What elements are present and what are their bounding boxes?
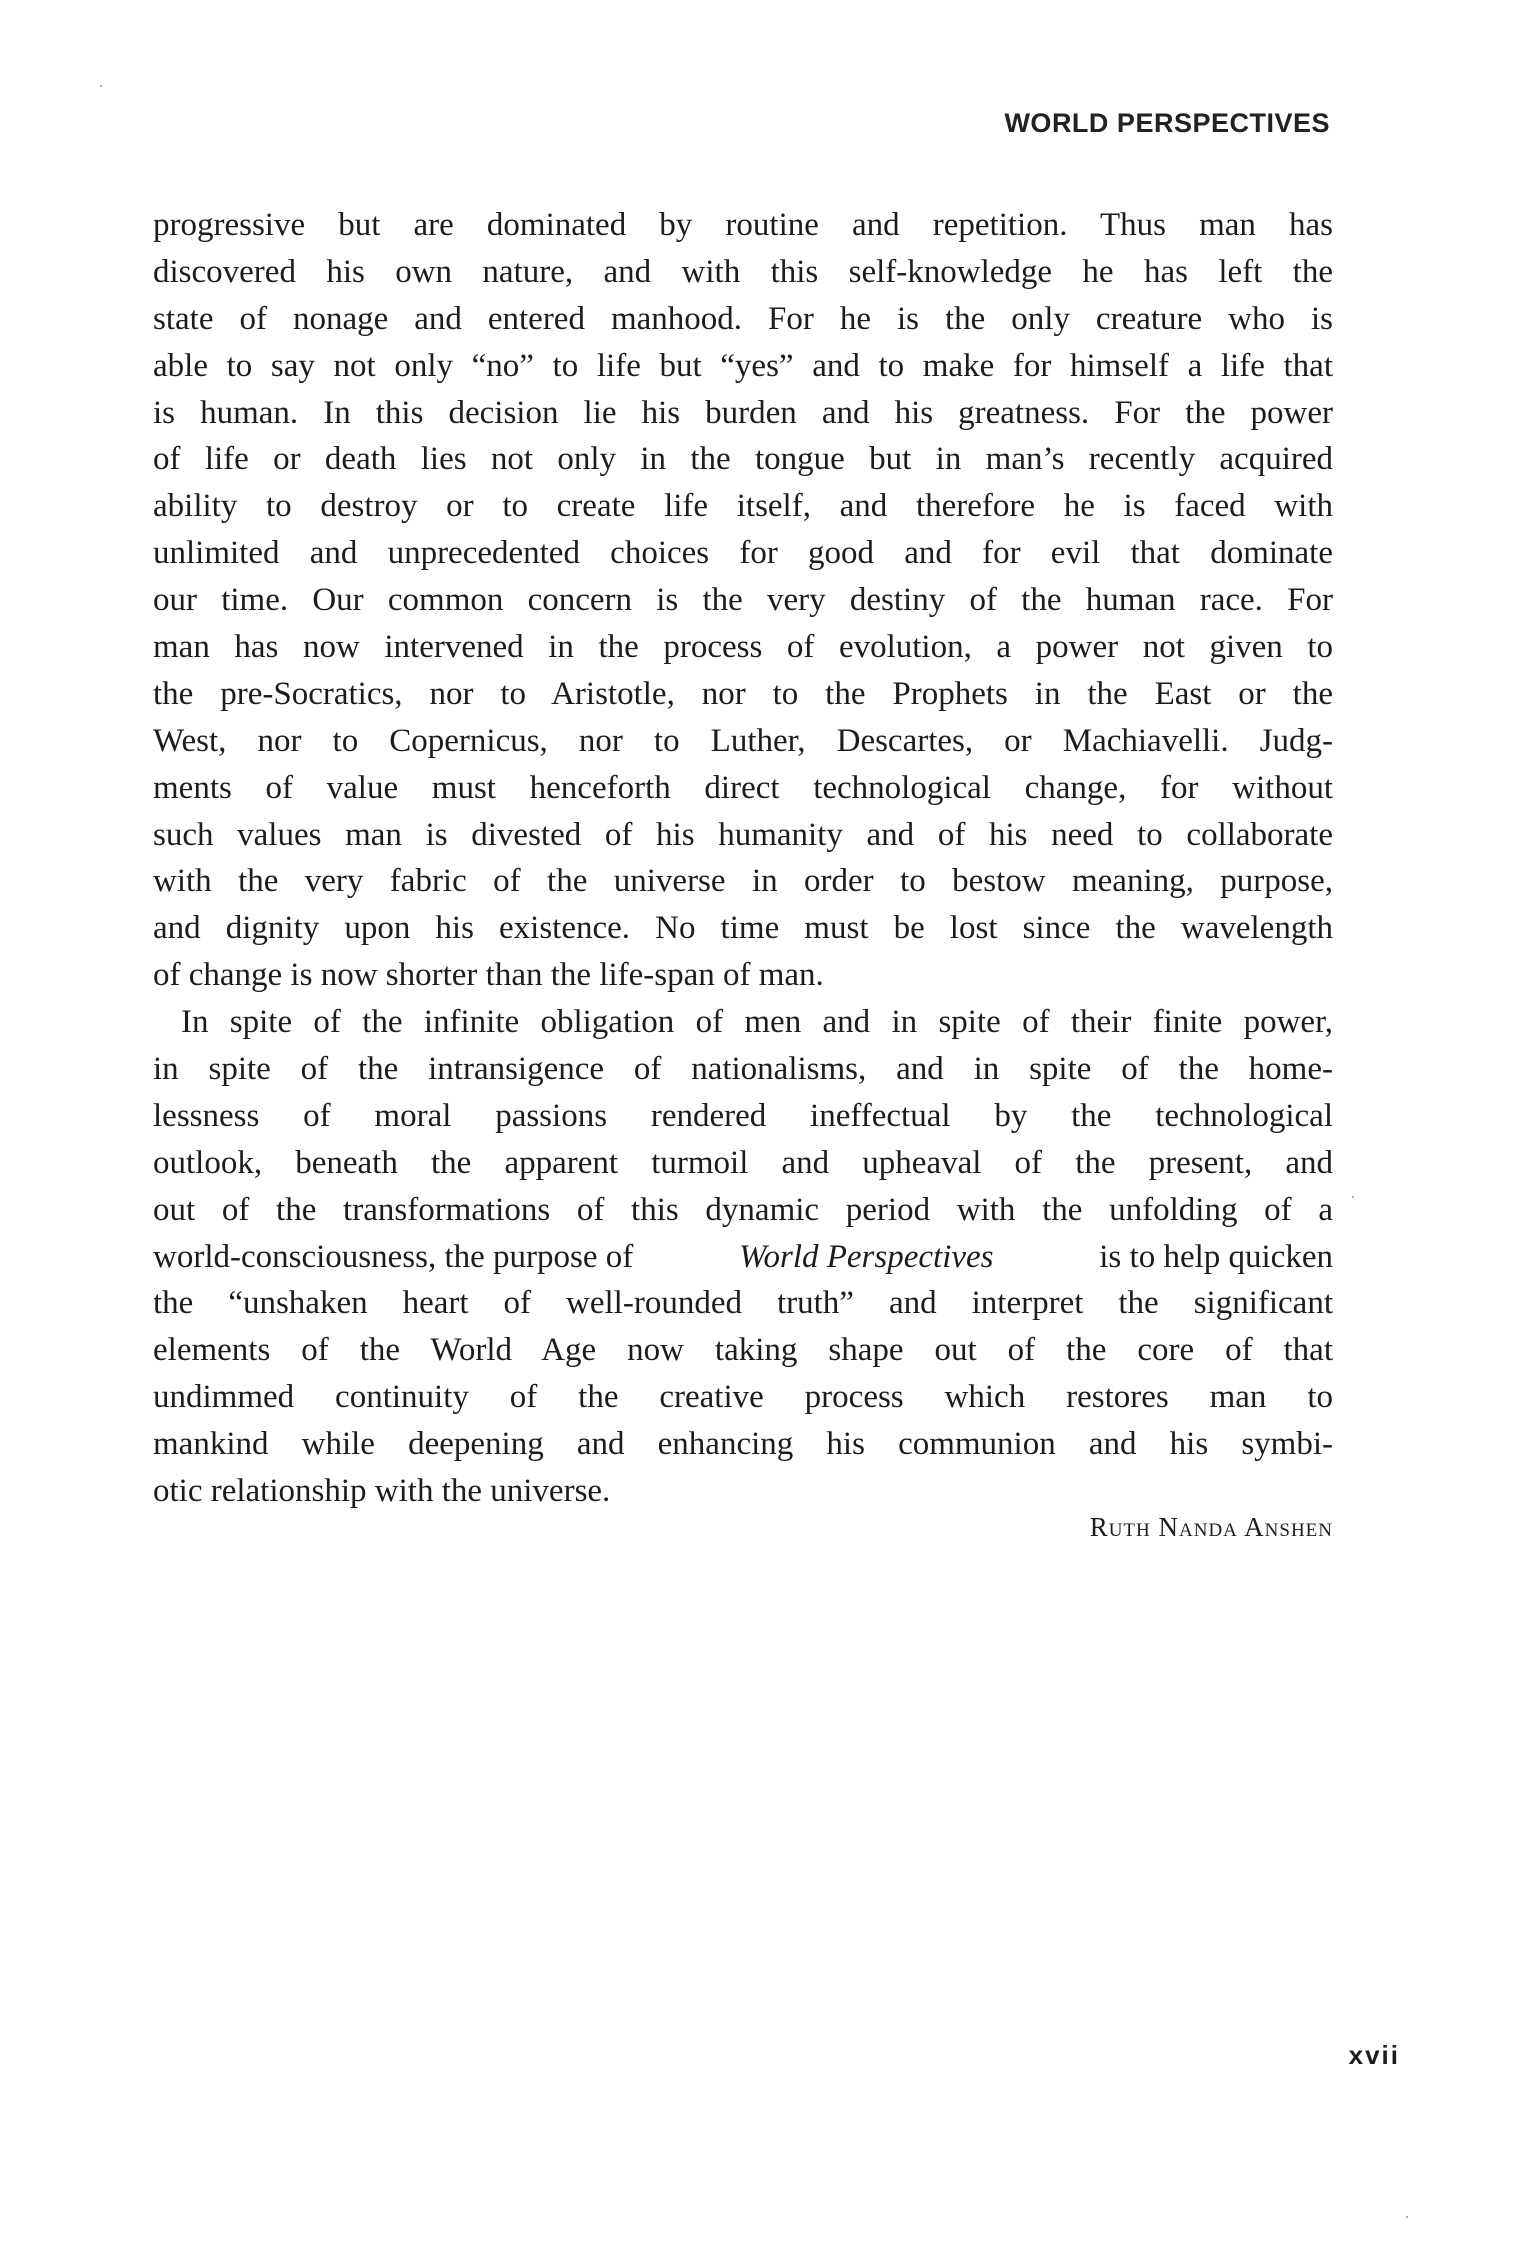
text-line: state of nonage and entered manhood. For he is the only creature who is [153, 300, 1333, 337]
text-line: the “unshaken heart of well-rounded truth” and interpret the significant [153, 1285, 1333, 1322]
text-line: the pre-Socratics, nor to Aristotle, nor to the Prophets in the East or the [153, 675, 1333, 712]
text-line: man has now intervened in the process of evolution, a power not given to [153, 629, 1333, 666]
text-line: unlimited and unprecedented choices for good and for evil that dominate [153, 535, 1333, 572]
text-line: ments of value must henceforth direct technological change, for without [153, 769, 1333, 806]
text-line [153, 1234, 1333, 1281]
text-line: otic relationship with the universe. [153, 1473, 611, 1510]
paragraph-2 [153, 999, 1333, 1515]
text-line: progressive but are dominated by routine and repetition. Thus man has [153, 207, 1333, 243]
text-line: outlook, beneath the apparent turmoil and upheaval of the present, and [153, 1144, 1333, 1181]
scan-speck [100, 85, 102, 87]
text-line: able to say not only “no” to life but “yes” and to make for himself a life that [153, 347, 1333, 384]
scan-speck [1352, 1196, 1354, 1198]
text-line: in spite of the intransigence of nationalisms, and in spite of the home- [153, 1051, 1333, 1088]
text-line: with the very fabric of the universe in order to bestow meaning, purpose, [153, 863, 1333, 900]
text-line: mankind while deepening and enhancing his communion and his symbi- [153, 1426, 1333, 1463]
text-line: of life or death lies not only in the tongue but in man’s recently acquired [153, 441, 1333, 478]
text-line: undimmed continuity of the creative process which restores man to [153, 1379, 1333, 1416]
page-number: xvii [1348, 2040, 1400, 2070]
text-line: West, nor to Copernicus, nor to Luther, Descartes, or Machiavelli. Judg- [153, 722, 1333, 759]
scan-speck [1406, 2216, 1408, 2218]
text-line: In spite of the infinite obligation of men and in spite of their finite power, [181, 1004, 1333, 1041]
text-line: such values man is divested of his humanity and of his need to collaborate [153, 816, 1333, 853]
text-line: out of the transformations of this dynamic period with the unfolding of a [153, 1191, 1333, 1228]
series-title: World Perspectives [739, 1238, 994, 1275]
paragraph-1 [153, 202, 1333, 999]
text-line: elements of the World Age now taking shape out of the core of that [153, 1332, 1333, 1369]
text-line: is human. In this decision lie his burden and his greatness. For the power [153, 394, 1333, 431]
author-signature: Ruth Nanda Anshen [1089, 1512, 1333, 1542]
text-segment: world-consciousness, the purpose of [153, 1238, 634, 1275]
text-segment: is to help quicken [1099, 1238, 1333, 1275]
text-line: ability to destroy or to create life itself, and therefore he is faced with [153, 488, 1333, 525]
running-head: WORLD PERSPECTIVES [1004, 108, 1330, 138]
text-line: discovered his own nature, and with this self-knowledge he has left the [153, 253, 1333, 290]
text-line: our time. Our common concern is the very destiny of the human race. For [153, 582, 1333, 619]
body-text [153, 202, 1333, 1515]
text-line: of change is now shorter than the life-span of man. [153, 957, 824, 994]
text-line: and dignity upon his existence. No time must be lost since the wavelength [153, 910, 1333, 947]
text-line: lessness of moral passions rendered ineffectual by the technological [153, 1097, 1333, 1134]
